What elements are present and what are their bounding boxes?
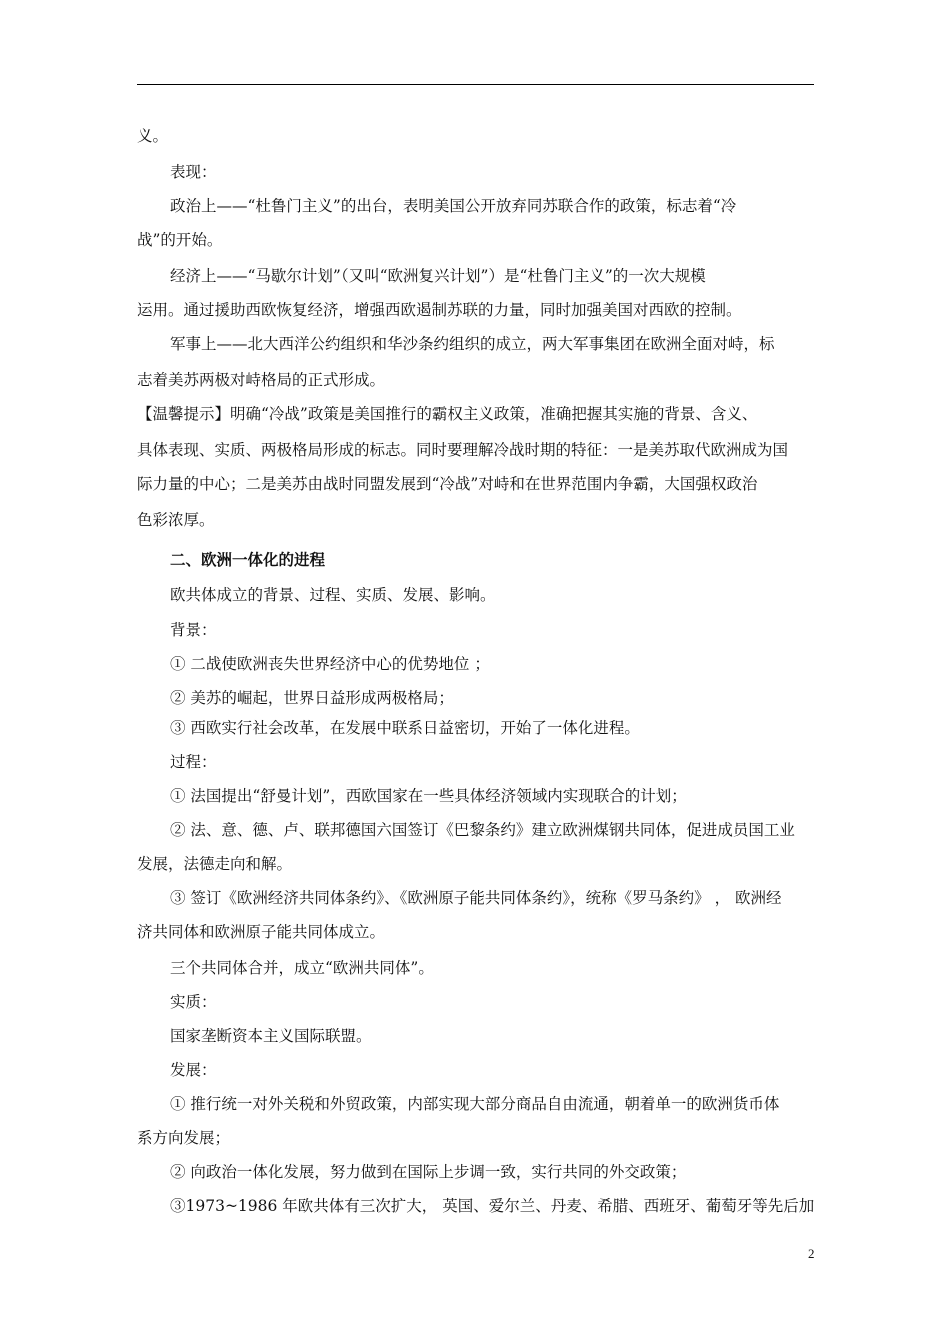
text-line: ② 美苏的崛起，世界日益形成两极格局； [170, 689, 454, 707]
text-line: ① 法国提出“舒曼计划”，西欧国家在一些具体经济领域内实现联合的计划； [170, 787, 687, 805]
text-line: ② 法、意、德、卢、联邦德国六国签订《巴黎条约》建立欧洲煤钢共同体，促进成员国工业 [170, 821, 795, 839]
text-line: 三个共同体合并，成立“欧洲共同体”。 [170, 959, 434, 977]
text-line: ① 推行统一对外关税和外贸政策，内部实现大部分商品自由流通，朝着单一的欧洲货币体 [170, 1095, 780, 1113]
text-line: 表现： [170, 163, 217, 181]
text-line: 系方向发展； [137, 1129, 231, 1147]
header-rule [137, 84, 814, 85]
text-line: 实质： [170, 993, 217, 1011]
text-line: 济共同体和欧洲原子能共同体成立。 [137, 923, 386, 941]
section-heading: 二、欧洲一体化的进程 [170, 551, 326, 569]
text-line: 国家垄断资本主义国际联盟。 [170, 1027, 372, 1045]
text-line: 战”的开始。 [137, 231, 223, 249]
text-line: 政治上——“杜鲁门主义”的出台，表明美国公开放弃同苏联合作的政策，标志着“冷 [170, 197, 737, 215]
text-line: ② 向政治一体化发展，努力做到在国际上步调一致，实行共同的外交政策； [170, 1163, 687, 1181]
text-line: ① 二战使欧洲丧失世界经济中心的优势地位 ； [170, 655, 490, 673]
text-line: 军事上——北大西洋公约组织和华沙条约组织的成立，两大军事集团在欧洲全面对峙，标 [170, 335, 775, 353]
page-number: 2 [808, 1246, 815, 1261]
text-line: 【温馨提示】明确“冷战”政策是美国推行的霸权主义政策，准确把握其实施的背景、含义、 [137, 405, 758, 423]
text-line: 背景： [170, 621, 217, 639]
text-line: 发展，法德走向和解。 [137, 855, 293, 873]
text-line: 际力量的中心；二是美苏由战时同盟发展到“冷战”对峙和在世界范围内争霸，大国强权政治 [137, 475, 758, 493]
text-line: ③1973~1986 年欧共体有三次扩大， 英国、爱尔兰、丹麦、希腊、西班牙、葡萄牙等先后加 [170, 1197, 815, 1215]
text-line: ③ 签订《欧洲经济共同体条约》、《欧洲原子能共同体条约》，统称《罗马条约》 ， 欧洲经 [170, 889, 782, 907]
text-line: 过程： [170, 753, 217, 771]
text-line: 志着美苏两极对峙格局的正式形成。 [137, 371, 386, 389]
text-line: 色彩浓厚。 [137, 511, 215, 529]
text-line: ③ 西欧实行社会改革，在发展中联系日益密切，开始了一体化进程。 [170, 719, 640, 737]
text-line: 义。 [137, 127, 169, 145]
text-line: 欧共体成立的背景、过程、实质、发展、影响。 [170, 586, 496, 604]
text-line: 具体表现、实质、两极格局形成的标志。同时要理解冷战时期的特征：一是美苏取代欧洲成为国 [137, 441, 789, 459]
text-line: 发展： [170, 1061, 217, 1079]
text-line: 经济上——“马歇尔计划”（又叫“欧洲复兴计划”）是“杜鲁门主义”的一次大规模 [170, 267, 706, 285]
text-line: 运用。通过援助西欧恢复经济，增强西欧遏制苏联的力量，同时加强美国对西欧的控制。 [137, 301, 742, 319]
